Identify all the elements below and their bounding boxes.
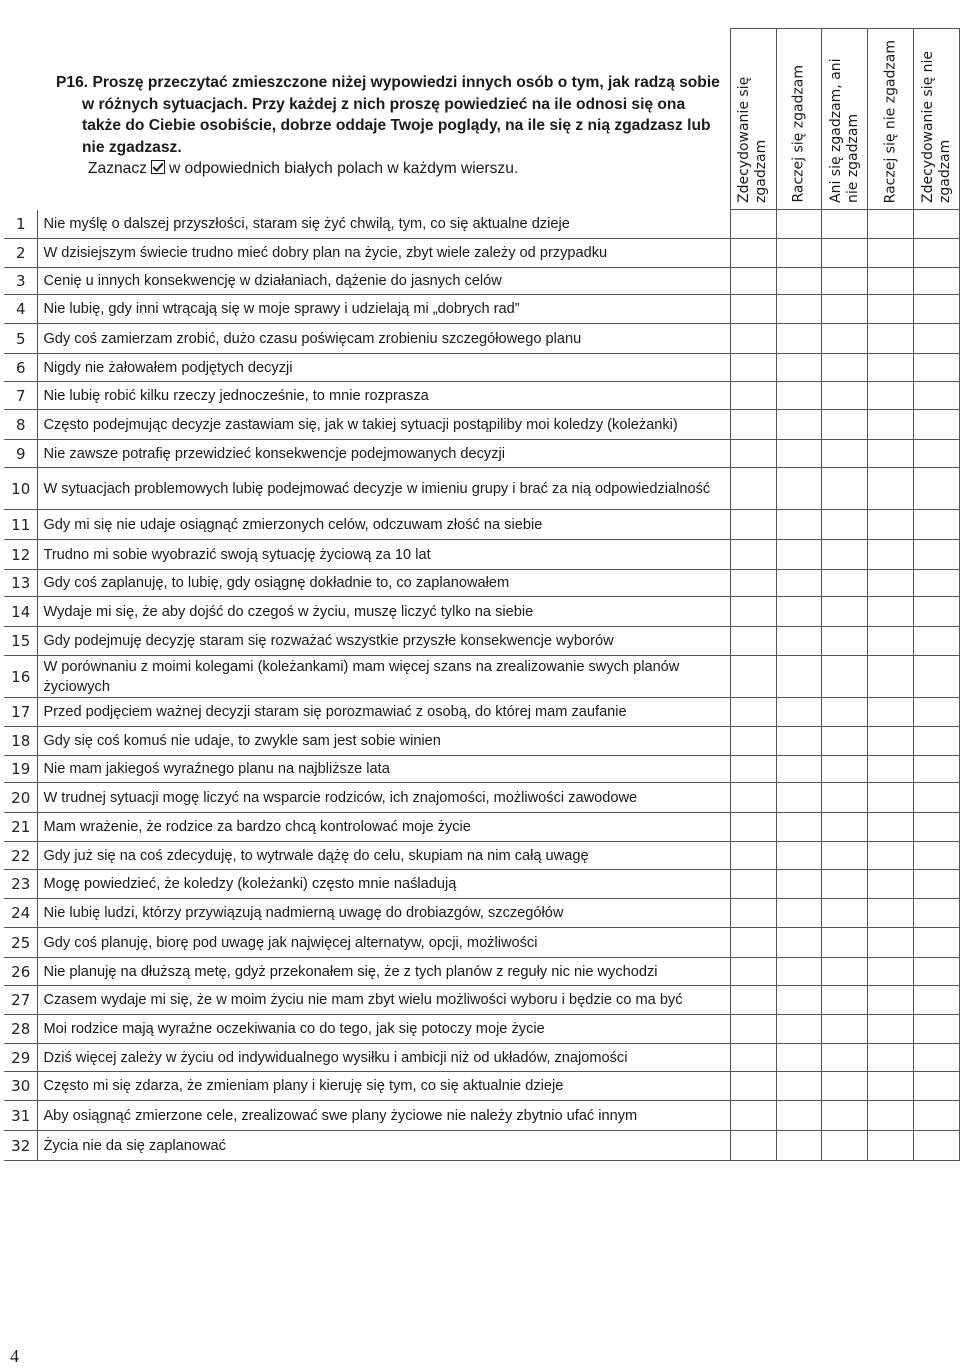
answer-cell[interactable] <box>776 239 822 268</box>
answer-cell[interactable] <box>822 239 868 268</box>
answer-cell[interactable] <box>868 1044 914 1072</box>
answer-cell[interactable] <box>776 698 822 727</box>
answer-cell[interactable] <box>730 1044 776 1072</box>
answer-cell[interactable] <box>730 324 776 354</box>
answer-cell[interactable] <box>822 382 868 410</box>
column-header-label: Zdecydowanie się zgadzam <box>736 76 770 203</box>
answer-cell[interactable] <box>868 1015 914 1044</box>
answer-cell[interactable] <box>822 958 868 986</box>
answer-cell[interactable] <box>822 1015 868 1044</box>
statement-row <box>4 727 960 756</box>
answer-cell[interactable] <box>822 440 868 468</box>
answer-cell[interactable] <box>914 899 960 928</box>
answer-cell[interactable] <box>822 1101 868 1131</box>
answer-cell[interactable] <box>776 783 822 813</box>
answer-cell[interactable] <box>730 928 776 958</box>
answer-cell[interactable] <box>822 986 868 1015</box>
statement-row <box>4 899 960 928</box>
answer-cell[interactable] <box>868 698 914 727</box>
statement-row <box>4 354 960 382</box>
answer-cell[interactable] <box>730 268 776 295</box>
answer-cell[interactable] <box>914 354 960 382</box>
statement-number: 20 <box>4 783 38 813</box>
answer-cell[interactable] <box>914 410 960 440</box>
statement-row <box>4 210 960 239</box>
statement-text: Czasem wydaje mi się, że w moim życiu nie mam zbyt wielu możliwości wyboru i będzie co ma być <box>38 986 730 1015</box>
answer-cell[interactable] <box>776 510 822 540</box>
answer-cell[interactable] <box>822 627 868 656</box>
statement-number: 11 <box>4 510 38 540</box>
page-number: 4 <box>10 1346 19 1366</box>
answer-cell[interactable] <box>776 1015 822 1044</box>
survey-table <box>4 28 960 1161</box>
answer-cell[interactable] <box>868 210 914 239</box>
statement-row <box>4 1044 960 1072</box>
answer-cell[interactable] <box>730 813 776 842</box>
answer-cell[interactable] <box>730 1072 776 1101</box>
answer-cell[interactable] <box>730 540 776 570</box>
answer-cell[interactable] <box>822 783 868 813</box>
answer-cell[interactable] <box>822 727 868 756</box>
answer-cell[interactable] <box>776 958 822 986</box>
statement-row <box>4 1101 960 1131</box>
answer-cell[interactable] <box>868 756 914 783</box>
answer-cell[interactable] <box>730 210 776 239</box>
statement-number: 18 <box>4 727 38 756</box>
answer-cell[interactable] <box>868 1131 914 1161</box>
statement-row <box>4 756 960 783</box>
statement-text: Gdy coś zaplanuję, to lubię, gdy osiągnę dokładnie to, co zaplanowałem <box>38 570 730 597</box>
answer-cell[interactable] <box>822 698 868 727</box>
answer-cell[interactable] <box>730 698 776 727</box>
answer-cell[interactable] <box>822 295 868 324</box>
statement-number: 31 <box>4 1101 38 1131</box>
statement-row <box>4 1015 960 1044</box>
answer-cell[interactable] <box>776 410 822 440</box>
statement-number: 32 <box>4 1131 38 1161</box>
statement-text: Nie lubię robić kilku rzeczy jednocześnie, to mnie rozprasza <box>38 382 730 410</box>
answer-cell[interactable] <box>822 540 868 570</box>
statement-row <box>4 1072 960 1101</box>
answer-cell[interactable] <box>868 570 914 597</box>
answer-cell[interactable] <box>776 899 822 928</box>
statement-row <box>4 382 960 410</box>
statement-text: W trudnej sytuacji mogę liczyć na wsparcie rodziców, ich znajomości, możliwości zawodowe <box>38 783 730 813</box>
answer-cell[interactable] <box>822 510 868 540</box>
answer-cell[interactable] <box>822 597 868 627</box>
answer-cell[interactable] <box>776 1101 822 1131</box>
answer-cell[interactable] <box>822 899 868 928</box>
answer-cell[interactable] <box>776 468 822 510</box>
answer-cell[interactable] <box>776 540 822 570</box>
answer-cell[interactable] <box>914 656 960 698</box>
statement-number: 30 <box>4 1072 38 1101</box>
statement-text: Nie myślę o dalszej przyszłości, staram się żyć chwilą, tym, co się aktualne dzieje <box>38 210 730 239</box>
statement-text: W porównaniu z moimi kolegami (koleżankami) mam więcej szans na zrealizowanie swych planów życiowych <box>38 656 730 698</box>
answer-cell[interactable] <box>914 1072 960 1101</box>
answer-cell[interactable] <box>914 627 960 656</box>
statement-text: Trudno mi sobie wyobrazić swoją sytuację życiową za 10 lat <box>38 540 730 570</box>
statement-text: W sytuacjach problemowych lubię podejmować decyzje w imieniu grupy i brać za nią odpowiedzialność <box>38 468 730 510</box>
answer-cell[interactable] <box>914 727 960 756</box>
answer-cell[interactable] <box>730 656 776 698</box>
column-header <box>914 29 960 210</box>
column-header <box>822 29 868 210</box>
statement-number: 19 <box>4 756 38 783</box>
answer-cell[interactable] <box>730 958 776 986</box>
answer-cell[interactable] <box>868 510 914 540</box>
column-header <box>868 29 914 210</box>
statement-text: Nie mam jakiegoś wyraźnego planu na najbliższe lata <box>38 756 730 783</box>
answer-cell[interactable] <box>822 410 868 440</box>
answer-cell[interactable] <box>730 1015 776 1044</box>
answer-cell[interactable] <box>822 928 868 958</box>
answer-cell[interactable] <box>868 813 914 842</box>
statement-number: 23 <box>4 870 38 899</box>
answer-cell[interactable] <box>868 354 914 382</box>
statement-row <box>4 783 960 813</box>
answer-cell[interactable] <box>776 1131 822 1161</box>
statement-row <box>4 986 960 1015</box>
answer-cell[interactable] <box>914 756 960 783</box>
statement-row <box>4 813 960 842</box>
answer-cell[interactable] <box>776 627 822 656</box>
statement-text: Nie lubię, gdy inni wtrącają się w moje sprawy i udzielają mi „dobrych rad” <box>38 295 730 324</box>
statement-text: Życia nie da się zaplanować <box>38 1131 730 1161</box>
statement-row <box>4 597 960 627</box>
answer-cell[interactable] <box>914 210 960 239</box>
answer-cell[interactable] <box>776 756 822 783</box>
answer-cell[interactable] <box>822 656 868 698</box>
answer-cell[interactable] <box>914 698 960 727</box>
statement-number: 13 <box>4 570 38 597</box>
statement-text: Często mi się zdarza, że zmieniam plany i kieruję się tym, co się aktualnie dzieje <box>38 1072 730 1101</box>
statement-text: Gdy podejmuję decyzję staram się rozważać wszystkie przyszłe konsekwencje wyborów <box>38 627 730 656</box>
answer-cell[interactable] <box>868 410 914 440</box>
answer-cell[interactable] <box>776 1044 822 1072</box>
statement-text: Cenię u innych konsekwencję w działaniach, dążenie do jasnych celów <box>38 268 730 295</box>
statement-number: 4 <box>4 295 38 324</box>
answer-cell[interactable] <box>914 870 960 899</box>
answer-cell[interactable] <box>868 1072 914 1101</box>
answer-cell[interactable] <box>914 382 960 410</box>
statement-row <box>4 656 960 698</box>
answer-cell[interactable] <box>914 239 960 268</box>
statement-text: Nie lubię ludzi, którzy przywiązują nadmierną uwagę do drobiazgów, szczegółów <box>38 899 730 928</box>
statement-row <box>4 324 960 354</box>
statement-number: 22 <box>4 842 38 870</box>
instruction-text-before: Zaznacz <box>88 160 147 177</box>
answer-cell[interactable] <box>914 986 960 1015</box>
statement-text: Nie planuję na dłuższą metę, gdyż przekonałem się, że z tych planów z reguły nic nie wychodzi <box>38 958 730 986</box>
statement-text: Wydaje mi się, że aby dojść do czegoś w życiu, muszę liczyć tylko na siebie <box>38 597 730 627</box>
answer-cell[interactable] <box>776 440 822 468</box>
answer-cell[interactable] <box>730 899 776 928</box>
statement-number: 26 <box>4 958 38 986</box>
answer-cell[interactable] <box>822 1131 868 1161</box>
statement-text: Gdy się coś komuś nie udaje, to zwykle sam jest sobie winien <box>38 727 730 756</box>
answer-cell[interactable] <box>868 627 914 656</box>
answer-cell[interactable] <box>868 958 914 986</box>
answer-cell[interactable] <box>822 268 868 295</box>
statement-row <box>4 627 960 656</box>
answer-cell[interactable] <box>776 354 822 382</box>
answer-cell[interactable] <box>776 813 822 842</box>
answer-cell[interactable] <box>914 928 960 958</box>
answer-cell[interactable] <box>914 597 960 627</box>
answer-cell[interactable] <box>868 597 914 627</box>
answer-cell[interactable] <box>730 1131 776 1161</box>
answer-cell[interactable] <box>914 570 960 597</box>
answer-cell[interactable] <box>914 1044 960 1072</box>
answer-cell[interactable] <box>730 440 776 468</box>
answer-cell[interactable] <box>914 440 960 468</box>
answer-cell[interactable] <box>914 324 960 354</box>
answer-cell[interactable] <box>914 842 960 870</box>
statement-number: 24 <box>4 899 38 928</box>
answer-cell[interactable] <box>730 783 776 813</box>
answer-cell[interactable] <box>914 468 960 510</box>
answer-cell[interactable] <box>868 440 914 468</box>
column-header-label: Zdecydowanie się nie zgadzam <box>919 50 953 203</box>
column-header-label: Raczej się nie zgadzam <box>882 39 899 203</box>
answer-cell[interactable] <box>822 1044 868 1072</box>
statement-number: 10 <box>4 468 38 510</box>
answer-cell[interactable] <box>868 382 914 410</box>
answer-cell[interactable] <box>730 510 776 540</box>
answer-cell[interactable] <box>822 842 868 870</box>
answer-cell[interactable] <box>868 986 914 1015</box>
column-header-label: Ani się zgadzam, ani nie zgadzam <box>827 58 861 203</box>
statement-number: 14 <box>4 597 38 627</box>
answer-cell[interactable] <box>776 210 822 239</box>
statement-row <box>4 239 960 268</box>
statement-number: 25 <box>4 928 38 958</box>
answer-cell[interactable] <box>868 540 914 570</box>
answer-cell[interactable] <box>822 1072 868 1101</box>
answer-cell[interactable] <box>730 727 776 756</box>
statement-row <box>4 928 960 958</box>
statement-number: 2 <box>4 239 38 268</box>
answer-cell[interactable] <box>868 899 914 928</box>
answer-cell[interactable] <box>914 813 960 842</box>
statement-row <box>4 468 960 510</box>
statement-number: 16 <box>4 656 38 698</box>
answer-cell[interactable] <box>868 268 914 295</box>
statement-number: 6 <box>4 354 38 382</box>
answer-cell[interactable] <box>868 656 914 698</box>
answer-cell[interactable] <box>914 268 960 295</box>
answer-cell[interactable] <box>822 210 868 239</box>
statement-text: Mogę powiedzieć, że koledzy (koleżanki) często mnie naśladują <box>38 870 730 899</box>
answer-cell[interactable] <box>776 382 822 410</box>
statement-number: 29 <box>4 1044 38 1072</box>
answer-cell[interactable] <box>776 928 822 958</box>
statement-number: 8 <box>4 410 38 440</box>
statement-number: 17 <box>4 698 38 727</box>
answer-cell[interactable] <box>730 382 776 410</box>
statement-text: Gdy już się na coś zdecyduję, to wytrwale dążę do celu, skupiam na nim całą uwagę <box>38 842 730 870</box>
statement-row <box>4 870 960 899</box>
answer-cell[interactable] <box>730 597 776 627</box>
question-text: Proszę przeczytać zmieszczone niżej wypowiedzi innych osób o tym, jak radzą sobie w różnych sytuacjach. Przy każdej z nich proszę powiedzieć na ile odnosi się ona także do Ciebie osobiście, dobrze oddaje Twoje poglądy, na ile się z nią zgadzasz lub nie zgadzasz. <box>82 74 720 156</box>
answer-cell[interactable] <box>730 756 776 783</box>
answer-cell[interactable] <box>914 295 960 324</box>
answer-cell[interactable] <box>914 783 960 813</box>
statement-text: Nigdy nie żałowałem podjętych decyzji <box>38 354 730 382</box>
answer-cell[interactable] <box>914 510 960 540</box>
answer-cell[interactable] <box>730 239 776 268</box>
statement-number: 9 <box>4 440 38 468</box>
statement-text: Przed podjęciem ważnej decyzji staram się porozmawiać z osobą, do której mam zaufanie <box>38 698 730 727</box>
statement-number: 7 <box>4 382 38 410</box>
answer-cell[interactable] <box>868 870 914 899</box>
statement-row <box>4 268 960 295</box>
statement-number: 28 <box>4 1015 38 1044</box>
answer-cell[interactable] <box>822 468 868 510</box>
answer-cell[interactable] <box>730 354 776 382</box>
statement-number: 1 <box>4 210 38 239</box>
answer-cell[interactable] <box>822 756 868 783</box>
answer-cell[interactable] <box>914 1131 960 1161</box>
answer-cell[interactable] <box>868 468 914 510</box>
answer-cell[interactable] <box>776 842 822 870</box>
answer-cell[interactable] <box>868 727 914 756</box>
statement-text: Często podejmując decyzje zastawiam się, jak w takiej sytuacji postąpiliby moi koledzy (koleżanki) <box>38 410 730 440</box>
answer-cell[interactable] <box>730 295 776 324</box>
statement-text: Moi rodzice mają wyraźne oczekiwania co do tego, jak się potoczy moje życie <box>38 1015 730 1044</box>
answer-cell[interactable] <box>914 540 960 570</box>
answer-cell[interactable] <box>730 870 776 899</box>
answer-cell[interactable] <box>868 324 914 354</box>
instruction <box>88 158 722 180</box>
statement-number: 3 <box>4 268 38 295</box>
question-block <box>56 72 722 180</box>
answer-cell[interactable] <box>822 324 868 354</box>
answer-cell[interactable] <box>776 1072 822 1101</box>
statement-row <box>4 440 960 468</box>
answer-cell[interactable] <box>822 870 868 899</box>
statement-row <box>4 510 960 540</box>
answer-cell[interactable] <box>868 239 914 268</box>
answer-cell[interactable] <box>776 986 822 1015</box>
statement-number: 12 <box>4 540 38 570</box>
answer-cell[interactable] <box>868 295 914 324</box>
answer-cell[interactable] <box>776 570 822 597</box>
answer-cell[interactable] <box>868 842 914 870</box>
answer-cell[interactable] <box>914 1015 960 1044</box>
statement-text: Gdy coś zamierzam zrobić, dużo czasu poświęcam zrobieniu szczegółowego planu <box>38 324 730 354</box>
statement-row <box>4 1131 960 1161</box>
answer-cell[interactable] <box>868 928 914 958</box>
column-header <box>730 29 776 210</box>
answer-cell[interactable] <box>914 1101 960 1131</box>
statement-row <box>4 295 960 324</box>
answer-cell[interactable] <box>776 727 822 756</box>
answer-cell[interactable] <box>776 870 822 899</box>
answer-cell[interactable] <box>730 1101 776 1131</box>
statement-number: 15 <box>4 627 38 656</box>
answer-cell[interactable] <box>822 354 868 382</box>
statement-text: Mam wrażenie, że rodzice za bardzo chcą kontrolować moje życie <box>38 813 730 842</box>
answer-cell[interactable] <box>868 1101 914 1131</box>
answer-cell[interactable] <box>822 813 868 842</box>
statement-row <box>4 570 960 597</box>
checked-box-icon <box>151 160 165 174</box>
answer-cell[interactable] <box>730 842 776 870</box>
statement-text: Dziś więcej zależy w życiu od indywidualnego wysiłku i ambicji niż od układów, znajomości <box>38 1044 730 1072</box>
answer-cell[interactable] <box>730 986 776 1015</box>
statement-row <box>4 698 960 727</box>
answer-cell[interactable] <box>776 597 822 627</box>
statement-number: 21 <box>4 813 38 842</box>
statement-row <box>4 842 960 870</box>
statement-number: 27 <box>4 986 38 1015</box>
answer-cell[interactable] <box>730 570 776 597</box>
answer-cell[interactable] <box>730 410 776 440</box>
statement-row <box>4 958 960 986</box>
statement-text: Nie zawsze potrafię przewidzieć konsekwencje podejmowanych decyzji <box>38 440 730 468</box>
statement-text: Aby osiągnąć zmierzone cele, zrealizować swe plany życiowe nie należy zbytnio ufać innym <box>38 1101 730 1131</box>
statement-number: 5 <box>4 324 38 354</box>
statement-row <box>4 540 960 570</box>
answer-cell[interactable] <box>776 268 822 295</box>
answer-cell[interactable] <box>822 570 868 597</box>
column-header <box>776 29 822 210</box>
answer-cell[interactable] <box>868 783 914 813</box>
statement-row <box>4 410 960 440</box>
answer-cell[interactable] <box>914 958 960 986</box>
statement-text: Gdy coś planuję, biorę pod uwagę jak najwięcej alternatyw, opcji, możliwości <box>38 928 730 958</box>
statement-text: W dzisiejszym świecie trudno mieć dobry plan na życie, zbyt wiele zależy od przypadku <box>38 239 730 268</box>
answer-cell[interactable] <box>776 295 822 324</box>
answer-cell[interactable] <box>776 656 822 698</box>
statement-text: Gdy mi się nie udaje osiągnąć zmierzonych celów, odczuwam złość na siebie <box>38 510 730 540</box>
answer-cell[interactable] <box>730 627 776 656</box>
question-number: P16. <box>56 74 89 91</box>
answer-cell[interactable] <box>730 468 776 510</box>
answer-cell[interactable] <box>776 324 822 354</box>
column-header-label: Raczej się zgadzam <box>790 65 807 203</box>
instruction-text-after: w odpowiednich białych polach w każdym wierszu. <box>168 160 519 177</box>
